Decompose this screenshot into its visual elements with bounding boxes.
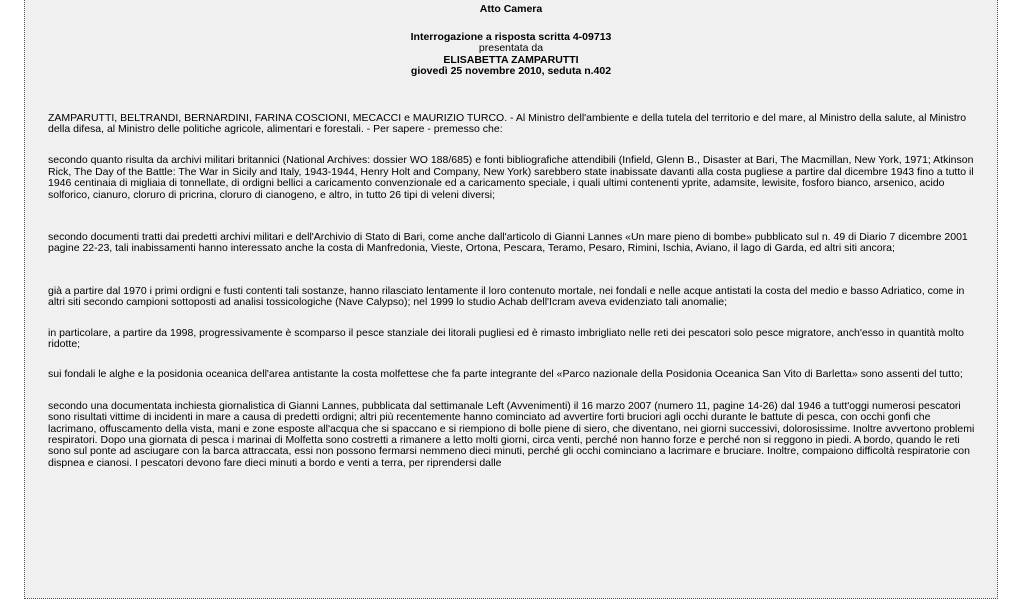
body-paragraph: già a partire dal 1970 i primi ordigni e fusti contenti tali sostanze, hanno rilasciato lentamente il loro contenuto mortale, nei fondali e nelle acque antistati la costa del medio e basso Adriatico, come in altri siti secondo campioni sottoposti ad analisi tossicologiche (Nave Calypso); nel 1999 lo studio Achab dell'Icram aveva evidenziato tali anomalie; bbox=[48, 284, 965, 309]
body-paragraph: secondo una documentata inchiesta giornalistica di Gianni Lannes, pubblicata dal settimanale Left (Avvenimenti) il 16 marzo 2007 (numero 11, pagine 14-26) dal 1946 a tutt'oggi numerosi pescatori sono risultati vittime di incidenti in mare a causa di predetti ordigni; altri più recentemente hanno cominciato ad avvertire forti bruciori agli occhi durante le battute di pesca, con occhi gonfi che lacrimano, offuscamento della vista, mani e zone esposte all'acqua che si spaccano e si riempiono di bolle piene di siero, che diventano, nei giorni successivi, dolorosissime. Inoltre avvertono problemi respiratori. Dopo una giornata di pesca i marinai di Molfetta sono costretti a rimanere a letto molti giorni, circa venti, perché non hanno forze e perché non si reggono in piedi. A bordo, quando le reti sono sul ponte ad asciugare con la barca attraccata, essi non possono fermarsi nemmeno dieci minuti, perché gli occhi cominciano a lacrimare e bruciare. Inoltre, compaiono difficoltà respiratorie con dispnea e cianosi. I pescatori devono fare dieci minuti a bordo e venti a terra, per riprendersi dalle bbox=[48, 399, 975, 469]
document-title: Atto Camera bbox=[479, 3, 543, 15]
intro-paragraph: ZAMPARUTTI, BELTRANDI, BERNARDINI, FARINA COSCIONI, MECACCI e MAURIZIO TURCO. - Al Ministro dell'ambiente e della tutela del territorio e del mare, al Ministro della salute, al Ministro della difesa, al Ministro delle politiche agricole, alimentari e forestali. - Per sapere - premesso che: bbox=[48, 111, 967, 135]
body-paragraph: secondo quanto risulta da archivi militari britannici (National Archives: dossier WO 188/685) e fonti bibliografiche attendibili (Infield, Glenn B., Disaster at Bari, The Macmillan, New York, 1971; Atkinson Rick, The Day of the Battle: The War in Sicily and Italy, 1943-1944, Henry Holt and Company, New York) sarebbero state inabissate davanti alla costa pugliese a partire dal dicembre 1943 fino a tutto il 1946 centinaia di migliaia di tonnellate, di ordigni bellici a caricamento convenzionale ed a caricamento speciale, i quali ultimi contenenti yprite, adamsite, lewisite, fosforo bianco, arsenico, acido solforico, cianuro, cloruro di pricrina, cloruro di cianogeno, e altro, in tutto 26 tipi di veleni diversi; bbox=[48, 154, 974, 201]
session-date: giovedì 25 novembre 2010, seduta n.402 bbox=[410, 65, 612, 77]
interrogation-number: Interrogazione a risposta scritta 4-09713 bbox=[410, 30, 612, 43]
document-frame bbox=[24, 0, 998, 599]
document-header bbox=[25, 4, 997, 78]
body-paragraph: sui fondali le alghe e la posidonia oceanica dell'area antistante la costa molfettese che fa parte integrante del «Parco nazionale della Posidonia Oceanica San Vito di Barletta» sono assenti del tutto; bbox=[48, 368, 963, 381]
body-paragraph: in particolare, a partire da 1998, progressivamente è scomparso il pesce stanziale dei litorali pugliesi ed è rimasto imbrigliato nelle reti dei pescatori solo pesce migratore, anch'esso in quantità molto ridotte; bbox=[48, 326, 964, 350]
author-name: ELISABETTA ZAMPARUTTI bbox=[443, 53, 579, 66]
presented-by-label: presentata da bbox=[478, 42, 544, 54]
document-body bbox=[25, 113, 997, 470]
body-paragraph: secondo documenti tratti dai predetti archivi militari e dell'Archivio di Stato di Bari, come anche dall'articolo di Gianni Lannes «Un mare pieno di bombe» pubblicato sul n. 49 di Diario 7 dicembre 2001 pagine 22-23, tali inabissamenti hanno interessato anche la costa di Manfredonia, Vieste, Ortona, Pescara, Teramo, Pesaro, Rimini, Ischia, Aviano, il lago di Garda, ed altri siti ancora; bbox=[48, 230, 968, 255]
